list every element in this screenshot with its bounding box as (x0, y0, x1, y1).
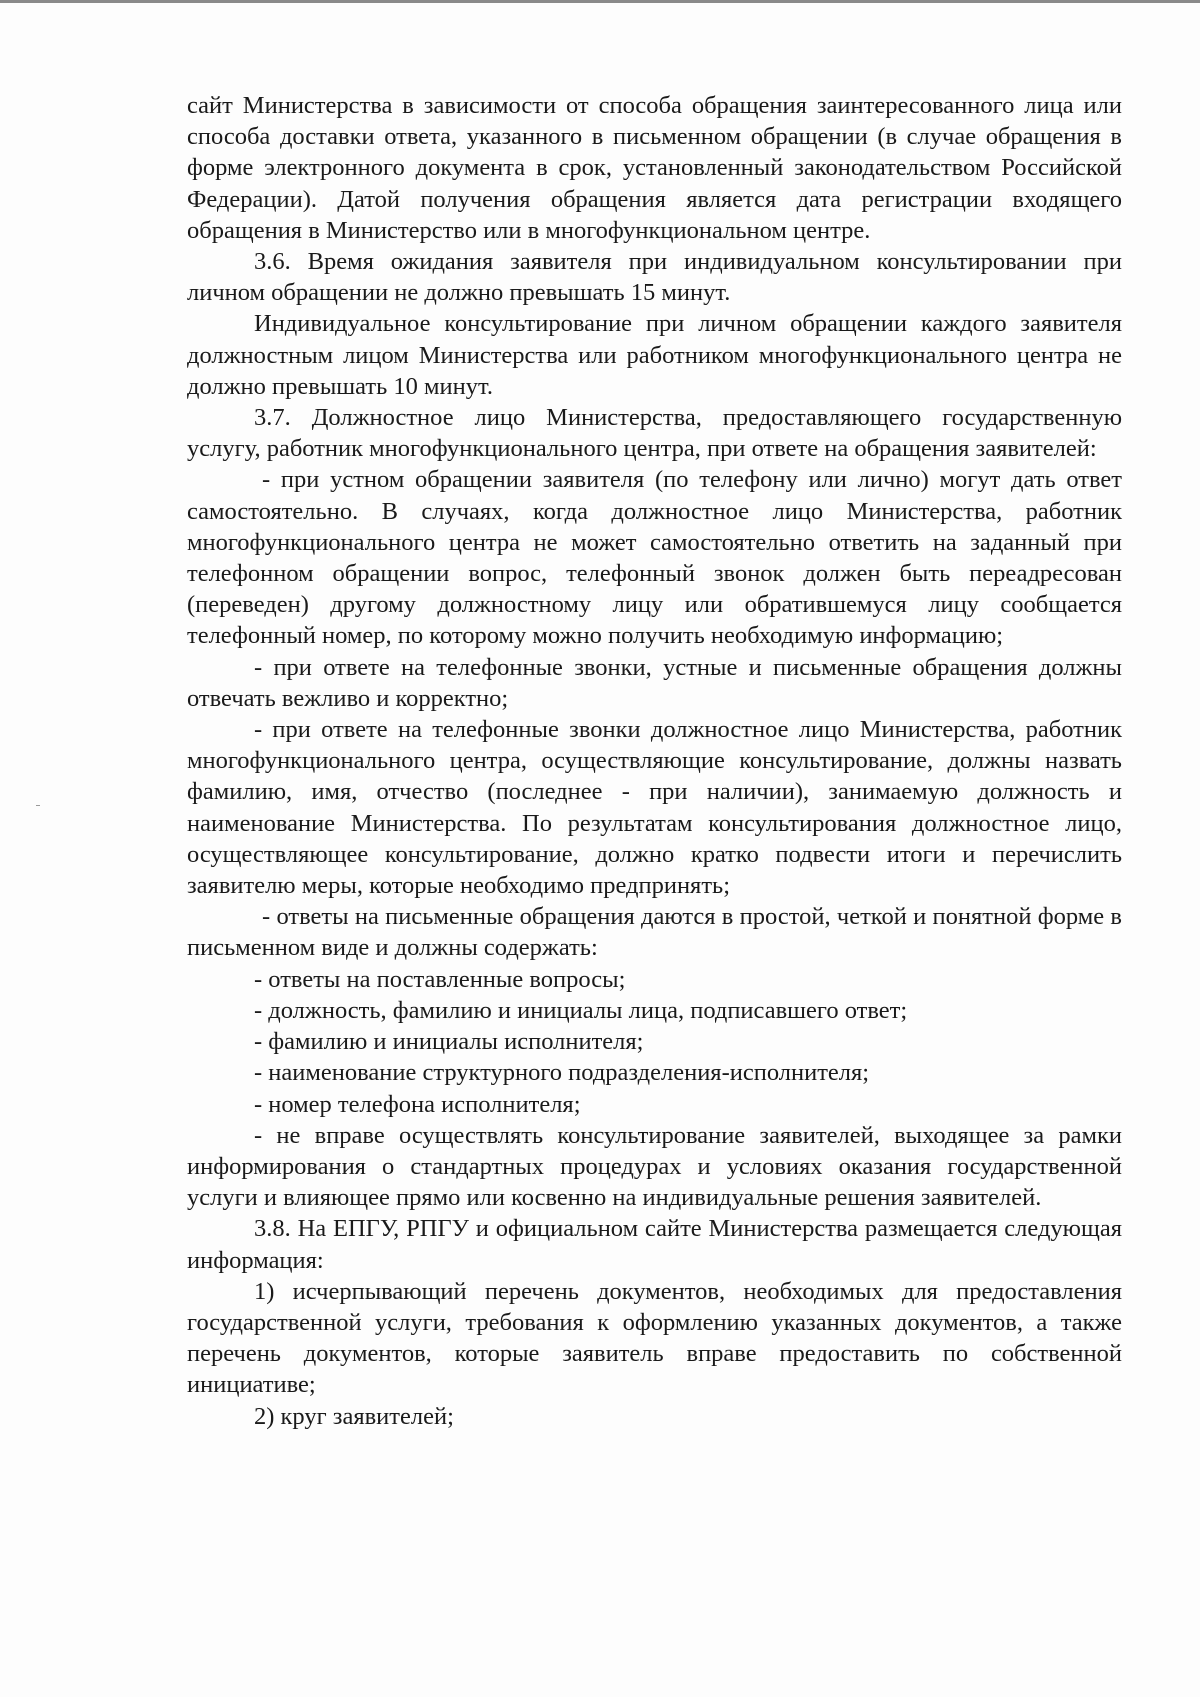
list-item-oral-request: - при устном обращении заявителя (по телефону или лично) могут дать ответ самостоятельно. В случаях, когда должностное лицо Министерства, работник многофункционального центра не может самостоятельно ответить на заданный при телефонном обращении вопрос, телефонный звонок должен быть переадресован (переведен) другому должностному лицу или обратившемуся лицу сообщается телефонный номер, по которому можно получить необходимую информацию; (187, 466, 1122, 650)
paragraph-3-6: 3.6. Время ожидания заявителя при индивидуальном консультировании при личном обращении не должно превышать 15 минут. (187, 248, 1122, 307)
list-item-signer: - должность, фамилию и инициалы лица, подписавшего ответ; (254, 996, 908, 1024)
list-item-written-answers: - ответы на письменные обращения даются в простой, четкой и понятной форме в письменном виде и должны содержать: (187, 903, 1122, 962)
list-item-phone-calls: - при ответе на телефонные звонки должностное лицо Министерства, работник многофункционального центра, осуществляющие консультирование, должны назвать фамилию, имя, отчество (последнее - при наличии), занимаемую должность и наименование Министерства. По результатам консультирования должностное лицо, осуществляющее консультирование, должно кратко подвести итоги и перечислить заявителю меры, которые необходимо предпринять; (187, 716, 1122, 900)
paragraph-3-7: 3.7. Должностное лицо Министерства, предоставляющего государственную услугу, работник многофункционального центра, при ответе на обращения заявителей: (187, 404, 1122, 463)
list-item-executor: - фамилию и инициалы исполнителя; (254, 1028, 644, 1056)
list-item-answers: - ответы на поставленные вопросы; (254, 965, 626, 993)
scan-speck (36, 805, 40, 806)
list-item-department: - наименование структурного подразделения-исполнителя; (254, 1059, 870, 1087)
scan-top-edge (0, 0, 1200, 3)
paragraph-3-8: 3.8. На ЕПГУ, РПГУ и официальном сайте Министерства размещается следующая информация: (187, 1215, 1122, 1274)
list-item-polite: - при ответе на телефонные звонки, устные и письменные обращения должны отвечать вежливо и корректно; (187, 653, 1122, 712)
paragraph-1: сайт Министерства в зависимости от способа обращения заинтересованного лица или способа доставки ответа, указанного в письменном обращении (в случае обращения в форме электронного документа в срок, установленный законодательством Российской Федерации). Датой получения обращения является дата регистрации входящего обращения в Министерство или в многофункциональном центре. (187, 92, 1122, 244)
list-item-phone: - номер телефона исполнителя; (254, 1090, 581, 1118)
list-item-restriction: - не вправе осуществлять консультирование заявителей, выходящее за рамки информирования о стандартных процедурах и условиях оказания государственной услуги и влияющее прямо или косвенно на индивидуальные решения заявителей. (187, 1121, 1122, 1212)
list-item-documents: 1) исчерпывающий перечень документов, необходимых для предоставления государственной услуги, требования к оформлению указанных документов, а также перечень документов, которые заявитель вправе предоставить по собственной инициативе; (187, 1277, 1122, 1399)
list-item-applicants: 2) круг заявителей; (254, 1402, 454, 1430)
paragraph-individual-consulting: Индивидуальное консультирование при личном обращении каждого заявителя должностным лицом Министерства или работником многофункционального центра не должно превышать 10 минут. (187, 310, 1122, 400)
document-body (187, 90, 1122, 1432)
